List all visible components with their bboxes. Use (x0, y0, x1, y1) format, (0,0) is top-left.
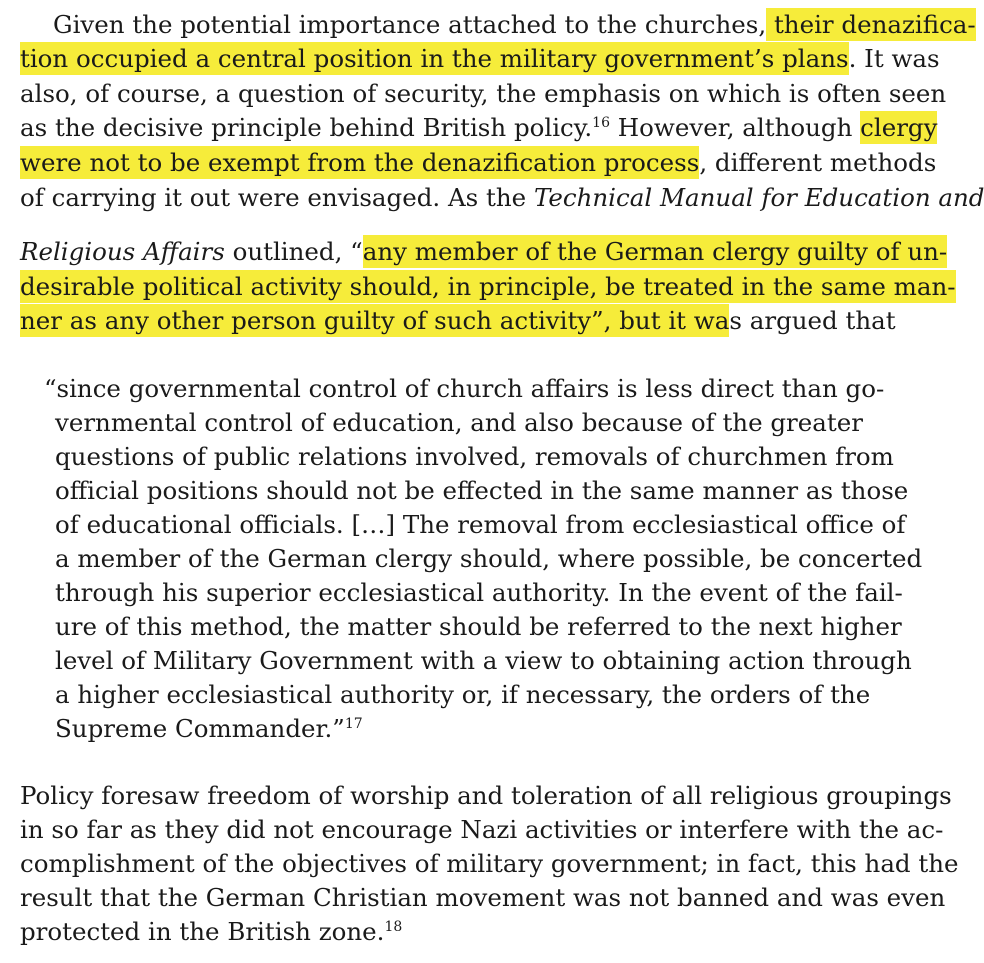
p1-line-8 (20, 270, 956, 304)
highlight: clergy (860, 113, 938, 142)
highlight: ner as any other person guilty of such activity”, but it wa (20, 306, 730, 335)
quote-line-7: through his superior ecclesiastical authority. In the event of the fail- (55, 578, 903, 607)
p2-line-2: in so far as they did not encourage Nazi activities or interfere with the ac- (20, 815, 944, 844)
quote-line-11: Supreme Commander.”$^{17}$ (55, 714, 363, 743)
p1-line-3: also, of course, a question of security, the emphasis on which is often seen (20, 79, 947, 108)
p1-line-2: tion occupied a central position in the military government’s plans. It was (20, 44, 940, 73)
quote-line-2: vernmental control of education, and also because of the greater (55, 408, 863, 437)
highlight: any member of the German clergy guilty of un- (362, 237, 948, 266)
p2-line-4: result that the German Christian movement was not banned and was even (20, 883, 946, 912)
quote-line-1: “since governmental control of church affairs is less direct than go- (44, 374, 885, 403)
quote-line-9: level of Military Government with a view to obtaining action through (55, 646, 912, 675)
quote-line-4: official positions should not be effected in the same manner as those (55, 476, 909, 505)
quote-line-8: ure of this method, the matter should be referred to the next higher (55, 612, 902, 641)
quote-line-3: questions of public relations involved, removals of churchmen from (55, 442, 894, 471)
quote-line-5: of educational officials. […] The removal from ecclesiastical office of (55, 510, 906, 539)
p2-line-3: complishment of the objectives of military government; in fact, this had the (20, 849, 959, 878)
footnote-16: 16 (592, 115, 610, 131)
quote-line-10: a higher ecclesiastical authority or, if necessary, the orders of the (55, 680, 871, 709)
footnote-17: 17 (344, 716, 363, 732)
p2-line-1: Policy foresaw freedom of worship and toleration of all religious groupings (20, 781, 952, 810)
p1-line-4: as the decisive principle behind British policy.$^{16}$ However, although clergy (20, 113, 938, 142)
p1-line-7: Religious Affairs outlined, “any member of the German clergy guilty of un- (20, 237, 948, 266)
p2-line-5: protected in the British zone.$^{18}$ (20, 917, 403, 946)
p1-line-1: Given the potential importance attached to the churches, their denazifica- (53, 10, 976, 39)
p1-line-6: of carrying it out were envisaged. As the Technical Manual for Education and (20, 183, 984, 212)
footnote-18: 18 (384, 919, 403, 935)
highlight: their denazifica- (766, 10, 976, 39)
highlight: were not to be exempt from the denazification process (20, 148, 700, 177)
highlight: desirable political activity should, in principle, be treated in the same man- (20, 272, 956, 301)
quote-line-6: a member of the German clergy should, where possible, be concerted (55, 544, 923, 573)
p1-line-9: ner as any other person guilty of such activity”, but it was argued that (20, 306, 896, 335)
p1-line-5: were not to be exempt from the denazification process, different methods (20, 148, 937, 177)
highlight: tion occupied a central position in the military government’s plans (20, 44, 849, 73)
